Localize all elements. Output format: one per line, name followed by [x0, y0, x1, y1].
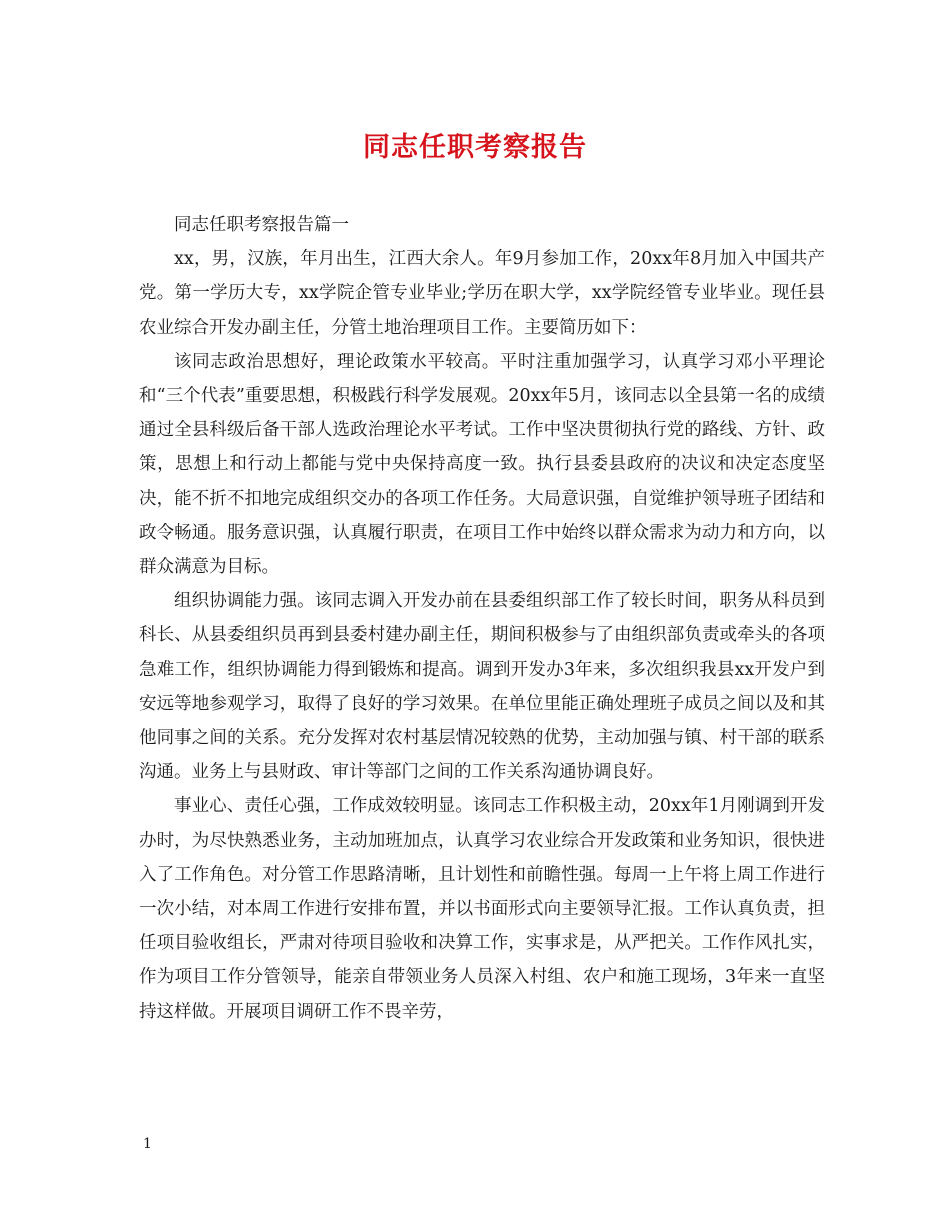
paragraph-coordination: 组织协调能力强。该同志调入开发办前在县委组织部工作了较长时间，职务从科员到科长、从县委组织员再到县委村建办副主任，期间积极参与了由组织部负责或牵头的各项急难工作，组织协调能力得到锻炼和提高。调到开发办3年来，多次组织我县xx开发户到安远等地参观学习，取得了良好的学习效果。在单位里能正确处理班子成员之间以及和其他同事之间的关系。充分发挥对农村基层情况较熟的优势，主动加强与镇、村干部的联系沟通。业务上与县财政、审计等部门之间的工作关系沟通协调良好。	[139, 591, 825, 783]
page-number: 1	[143, 1136, 152, 1152]
document-body	[139, 208, 825, 1029]
section-heading: 同志任职考察报告篇一	[174, 215, 349, 235]
document-title: 同志任职考察报告	[363, 132, 587, 163]
paragraph-political: 该同志政治思想好，理论政策水平较高。平时注重加强学习，认真学习邓小平理论和“三个代表”重要思想，积极践行科学发展观。20xx年5月，该同志以全县第一名的成绩通过全县科级后备干部人选政治理论水平考试。工作中坚决贯彻执行党的路线、方针、政策，思想上和行动上都能与党中央保持高度一致。执行县委县政府的决议和决定态度坚决，能不折不扣地完成组织交办的各项工作任务。大局意识强，自觉维护领导班子团结和政令畅通。服务意识强，认真履行职责，在项目工作中始终以群众需求为动力和方向，以群众满意为目标。	[139, 351, 825, 578]
paragraph-profile: xx，男，汉族，年月出生，江西大余人。年9月参加工作，20xx年8月加入中国共产党。第一学历大专，xx学院企管专业毕业;学历在职大学，xx学院经管专业毕业。现任县农业综合开发办副主任，分管土地治理项目工作。主要简历如下：	[139, 249, 825, 338]
paragraph-responsibility: 事业心、责任心强，工作成效较明显。该同志工作积极主动，20xx年1月刚调到开发办时，为尽快熟悉业务，主动加班加点，认真学习农业综合开发政策和业务知识，很快进入了工作角色。对分管工作思路清晰，且计划性和前瞻性强。每周一上午将上周工作进行一次小结，对本周工作进行安排布置，并以书面形式向主要领导汇报。工作认真负责，担任项目验收组长，严肃对待项目验收和决算工作，实事求是，从严把关。工作作风扎实，作为项目工作分管领导，能亲自带领业务人员深入村组、农户和施工现场，3年来一直坚持这样做。开展项目调研工作不畏辛劳，	[139, 796, 825, 1022]
